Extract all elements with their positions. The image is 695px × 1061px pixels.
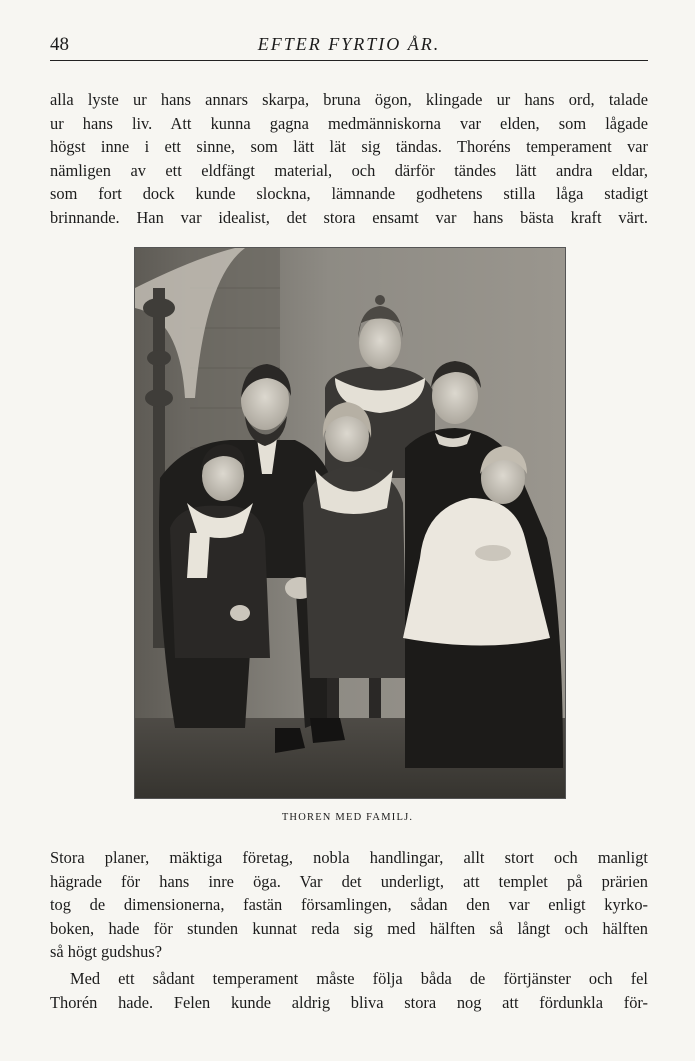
- running-title: EFTER FYRTIO ÅR.: [257, 34, 441, 54]
- page-header: [50, 30, 648, 61]
- text-line: Thorén hade. Felen kunde aldrig bliva stora nog att fördunkla för-: [50, 992, 648, 1012]
- family-photograph: [134, 247, 566, 799]
- text-line: hägrade för hans inre öga. Var det underligt, att templet på prärien: [50, 871, 648, 891]
- text-line: brinnande. Han var idealist, det stora ensamt var hans bästa kraft värt.: [50, 207, 648, 227]
- paragraph-3: [50, 967, 648, 1014]
- text-line: ur hans liv. Att kunna gagna medmänniskorna var elden, som lågade: [50, 113, 648, 133]
- figure-caption: THOREN MED FAMILJ.: [281, 812, 414, 823]
- text-line: som fort dock kunde slockna, lämnande godhetens stilla låga stadigt: [50, 184, 648, 204]
- text-line: nämligen av ett eldfängt material, och därför tändes lätt andra eldar,: [50, 160, 648, 180]
- paragraph-1: [50, 88, 648, 230]
- paragraph-2: [50, 846, 648, 964]
- photo-illustration: [135, 248, 565, 798]
- text-line: Med ett sådant temperament måste följa båda de förtjänster och fel: [70, 969, 648, 988]
- text-line: så högt gudshus?: [50, 942, 162, 962]
- text-line: alla lyste ur hans annars skarpa, bruna ögon, klingade ur hans ord, talade: [50, 90, 648, 109]
- text-line: boken, hade för stunden kunnat reda sig med hälften så långt och hälften: [50, 918, 648, 938]
- text-line: tog de dimensionerna, fastän församlingen, sådan den var enligt kyrko-: [50, 895, 648, 915]
- text-line: Stora planer, mäktiga företag, nobla handlingar, allt stort och manligt: [50, 848, 648, 867]
- text-line: högst inne i ett sinne, som lätt lät sig tändas. Thoréns temperament var: [50, 137, 648, 157]
- page-number: 48: [50, 34, 69, 55]
